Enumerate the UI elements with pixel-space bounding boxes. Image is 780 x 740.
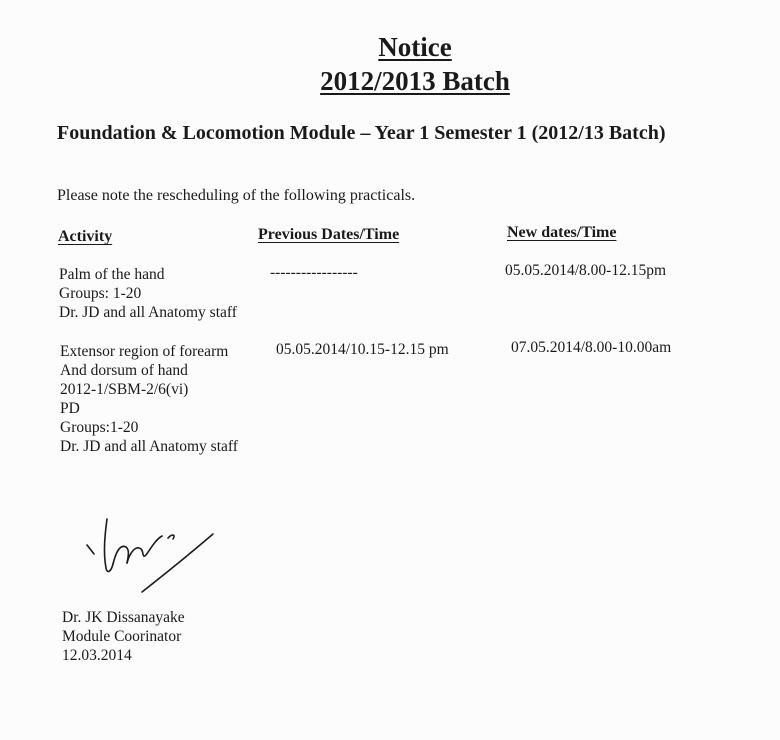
intro-text: Please note the rescheduling of the following practicals.: [57, 187, 416, 204]
row2-new: 07.05.2014/8.00-10.00am: [511, 339, 672, 356]
row2-activity: [60, 342, 238, 456]
batch-title: 2012/2013 Batch: [320, 66, 510, 96]
activity-line: And dorsum of hand: [60, 362, 188, 379]
header-activity: Activity: [58, 228, 113, 245]
row2-previous: 05.05.2014/10.15-12.15 pm: [276, 341, 449, 358]
row1-new: 05.05.2014/8.00-12.15pm: [505, 262, 667, 279]
activity-line: 2012-1/SBM-2/6(vi): [60, 381, 189, 398]
activity-line: Dr. JD and all Anatomy staff: [60, 438, 238, 455]
signatory-name: Dr. JK Dissanayake: [62, 609, 185, 626]
signatory-date: 12.03.2014: [62, 647, 132, 664]
signatory-block: [62, 608, 185, 665]
module-subtitle: Foundation & Locomotion Module – Year 1 Semester 1 (2012/13 Batch): [57, 122, 666, 144]
activity-line: Groups: 1-20: [59, 285, 142, 302]
activity-line: Extensor region of forearm: [60, 343, 229, 360]
activity-line: Palm of the hand: [59, 266, 165, 283]
signatory-role: Module Coorinator: [62, 628, 182, 645]
header-new: New dates/Time: [507, 224, 617, 241]
row1-previous: -----------------: [270, 264, 358, 281]
row1-activity: [59, 265, 237, 322]
activity-line: Groups:1-20: [60, 419, 139, 436]
activity-line: PD: [60, 400, 80, 417]
header-previous: Previous Dates/Time: [258, 226, 400, 243]
signature-image: [80, 512, 220, 600]
activity-line: Dr. JD and all Anatomy staff: [59, 304, 237, 321]
notice-title: Notice: [378, 32, 452, 62]
